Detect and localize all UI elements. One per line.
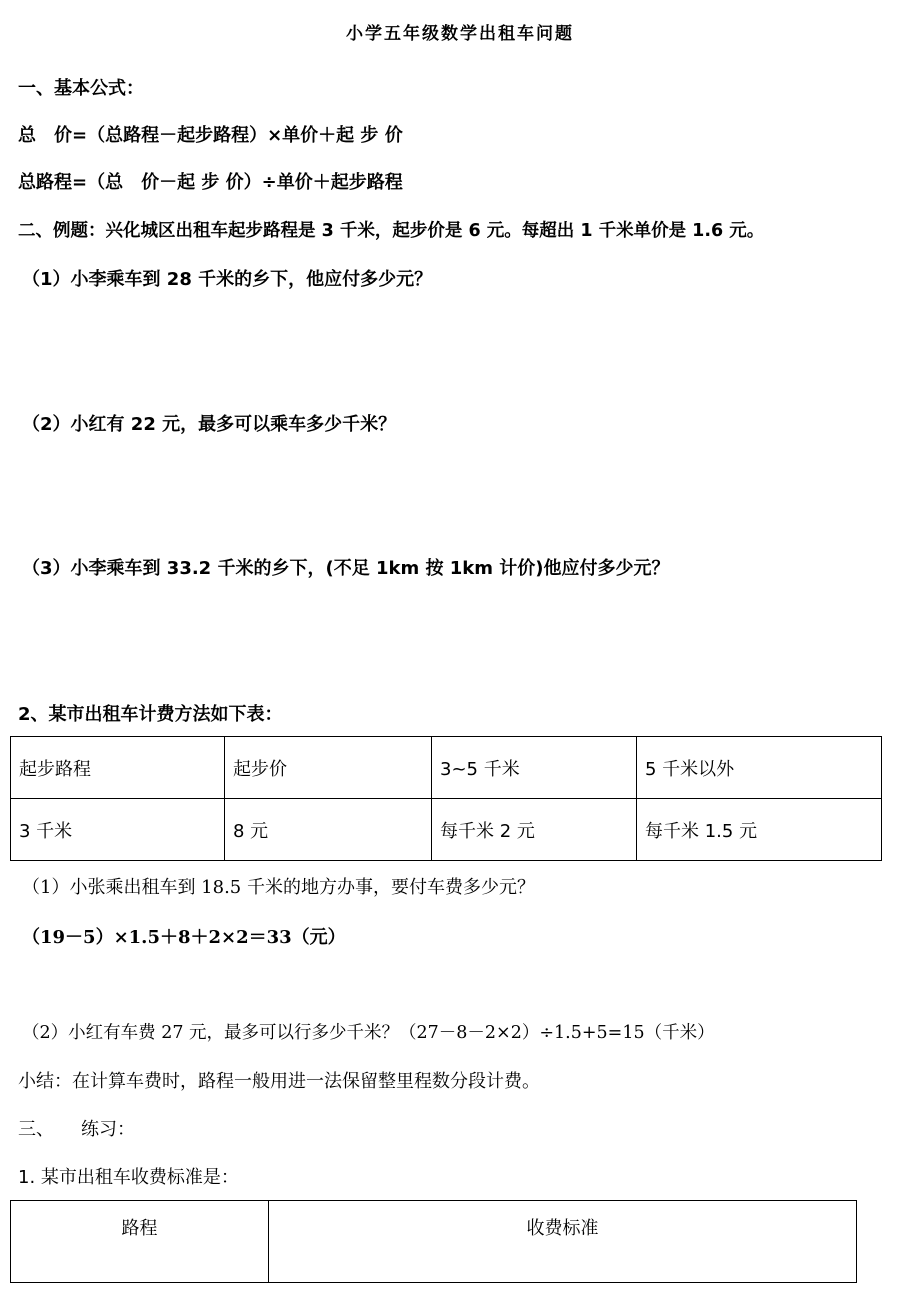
question-2: （2）小红有 22 元，最多可以乘车多少千米？ bbox=[22, 414, 397, 435]
table-cell: 收费标准 bbox=[269, 1201, 857, 1283]
fare-table bbox=[10, 736, 882, 861]
table-cell: 每千米 2 元 bbox=[432, 799, 637, 861]
question-1: （1）小李乘车到 28 千米的乡下，他应付多少元？ bbox=[22, 269, 433, 290]
example-2-heading: 2、某市出租车计费方法如下表： bbox=[18, 704, 283, 725]
fare-standard-table bbox=[10, 1200, 857, 1283]
practice-item-1: 1. 某市出租车收费标准是： bbox=[18, 1167, 239, 1188]
table-row bbox=[11, 1201, 857, 1283]
table-cell: 起步路程 bbox=[11, 737, 225, 799]
table-cell: 路程 bbox=[11, 1201, 269, 1283]
question-3: （3）小李乘车到 33.2 千米的乡下，(不足 1km 按 1km 计价)他应付多少元？ bbox=[22, 558, 670, 579]
example-2-question-2: （2）小红有车费 27 元，最多可以行多少千米？（27－8－2×2）÷1.5+5=15（千米） bbox=[22, 1023, 715, 1043]
table-cell: 5 千米以外 bbox=[637, 737, 882, 799]
section-heading-example: 二、例题：兴化城区出租车起步路程是 3 千米，起步价是 6 元。每超出 1 千米单价是 1.6 元。 bbox=[18, 221, 765, 241]
table-row bbox=[11, 737, 882, 799]
table-cell: 3 千米 bbox=[11, 799, 225, 861]
formula-total-price: 总 价=（总路程－起步路程）×单价＋起 步 价 bbox=[18, 125, 403, 146]
example-2-question-1: （1）小张乘出租车到 18.5 千米的地方办事，要付车费多少元？ bbox=[22, 877, 535, 898]
table-cell: 3~5 千米 bbox=[432, 737, 637, 799]
page-title: 小学五年级数学出租车问题 bbox=[346, 24, 574, 44]
table-cell: 每千米 1.5 元 bbox=[637, 799, 882, 861]
formula-total-distance: 总路程=（总 价－起 步 价）÷单价＋起步路程 bbox=[18, 172, 403, 193]
table-row bbox=[11, 799, 882, 861]
summary: 小结：在计算车费时，路程一般用进一法保留整里程数分段计费。 bbox=[18, 1071, 540, 1092]
section-heading-formulas: 一、基本公式： bbox=[18, 78, 144, 99]
table-cell: 起步价 bbox=[225, 737, 432, 799]
example-2-answer-1: （19－5）×1.5＋8＋2×2＝33（元） bbox=[22, 927, 346, 948]
section-heading-practice: 三、 练习： bbox=[18, 1119, 135, 1140]
table-cell: 8 元 bbox=[225, 799, 432, 861]
